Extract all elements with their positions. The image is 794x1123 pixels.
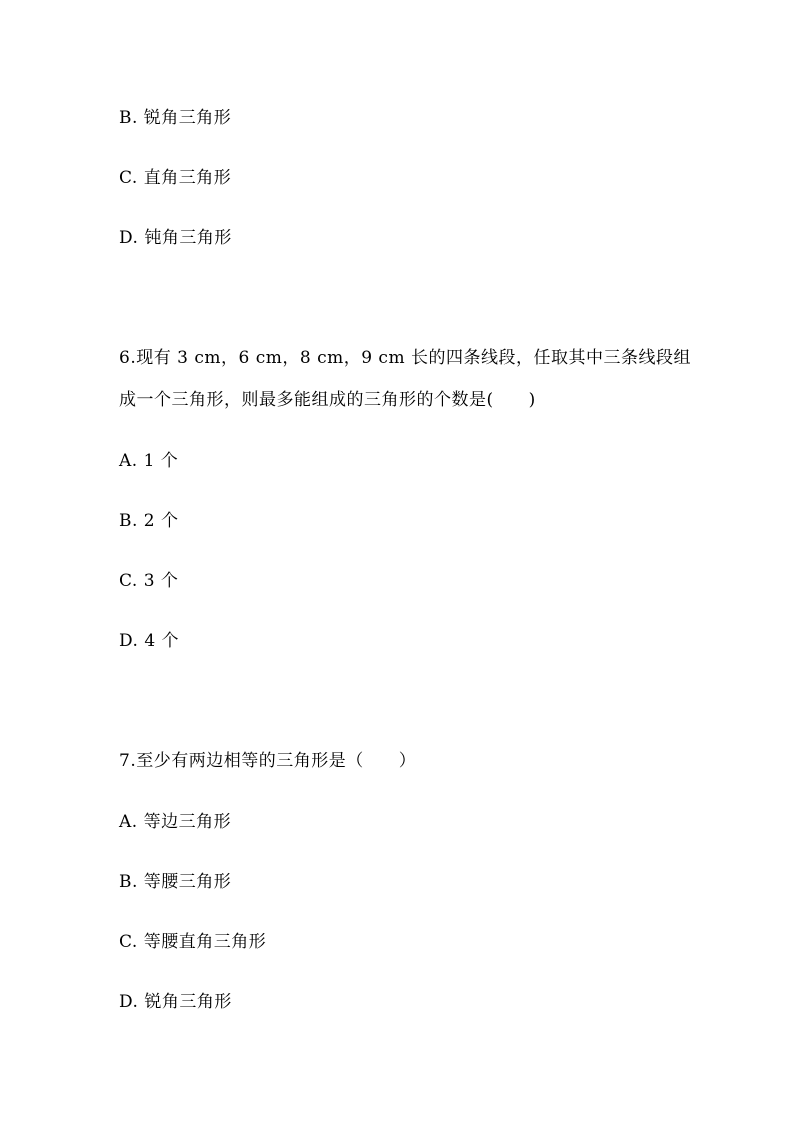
q5-option-d: D. 钝角三角形 xyxy=(119,228,232,248)
q6-option-c: C. 3 个 xyxy=(119,571,179,591)
q5-option-b: B. 锐角三角形 xyxy=(119,108,232,128)
q6-option-d: D. 4 个 xyxy=(119,631,180,651)
q7-option-d: D. 锐角三角形 xyxy=(119,992,232,1012)
q7-option-a: A. 等边三角形 xyxy=(119,812,232,832)
q7-stem: 7.至少有两边相等的三角形是（ ） xyxy=(119,751,417,771)
q6-stem-line-2: 成一个三角形，则最多能组成的三角形的个数是( ) xyxy=(119,390,536,410)
q7-option-c: C. 等腰直角三角形 xyxy=(119,932,267,952)
q7-option-b: B. 等腰三角形 xyxy=(119,872,232,892)
q6-option-b: B. 2 个 xyxy=(119,511,179,531)
q6-option-a: A. 1 个 xyxy=(119,451,179,471)
q5-option-c: C. 直角三角形 xyxy=(119,168,232,188)
q6-stem-line-1: 6.现有 3 cm，6 cm，8 cm，9 cm 长的四条线段，任取其中三条线段组 xyxy=(119,348,691,368)
